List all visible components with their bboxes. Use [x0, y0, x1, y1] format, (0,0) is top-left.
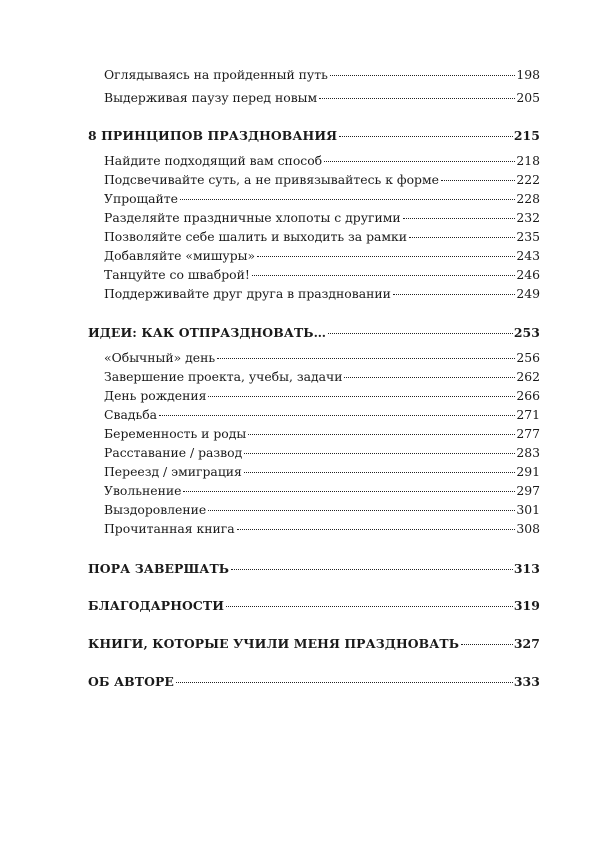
toc-section-title: ИДЕИ: КАК ОТПРАЗДНОВАТЬ…: [88, 325, 327, 340]
toc-entry: [104, 286, 540, 302]
toc-leader-dots: [237, 529, 516, 530]
toc-entry: [104, 407, 540, 423]
toc-leader-dots: [180, 199, 515, 200]
toc-leader-dots: [409, 237, 515, 238]
toc-entry: [104, 445, 540, 461]
toc-leader-dots: [324, 161, 515, 162]
toc-leader-dots: [330, 75, 516, 76]
toc-section-page: 319: [513, 598, 540, 613]
toc-leader-dots: [461, 644, 513, 645]
toc-section-page: 333: [513, 674, 540, 689]
toc-entry-title: Завершение проекта, учебы, задачи: [104, 369, 343, 384]
toc-leader-dots: [226, 606, 513, 607]
toc-entry-page: 297: [516, 483, 540, 498]
toc-section-title: ПОРА ЗАВЕРШАТЬ: [88, 561, 230, 576]
toc-entry: [104, 229, 540, 245]
toc-entry: [104, 267, 540, 283]
toc-section-title: 8 ПРИНЦИПОВ ПРАЗДНОВАНИЯ: [88, 128, 338, 143]
toc-leader-dots: [403, 218, 516, 219]
toc-entry-title: Свадьба: [104, 407, 158, 422]
toc-section-heading: [88, 674, 540, 690]
toc-entry-title: День рождения: [104, 388, 207, 403]
toc-entry-title: Позволяйте себе шалить и выходить за рамки: [104, 229, 408, 244]
toc-entry-title: Переезд / эмиграция: [104, 464, 242, 479]
toc-leader-dots: [217, 358, 515, 359]
toc-entry: [104, 369, 540, 385]
toc-entry-title: Подсвечивайте суть, а не привязывайтесь к форме: [104, 172, 439, 187]
toc-entry-page: 291: [516, 464, 540, 479]
toc-leader-dots: [183, 491, 515, 492]
toc-entry: [104, 426, 540, 442]
toc-entry: [104, 172, 540, 188]
toc-leader-dots: [208, 396, 515, 397]
toc-entry: [104, 350, 540, 366]
toc-entry-title: Добавляйте «мишуры»: [104, 248, 256, 263]
toc-section-title: БЛАГОДАРНОСТИ: [88, 598, 224, 613]
toc-entry: [104, 153, 540, 169]
toc-entry-title: Выздоровление: [104, 502, 207, 517]
toc-leader-dots: [231, 569, 513, 570]
toc-entry-title: Разделяйте праздничные хлопоты с другими: [104, 210, 401, 225]
toc-leader-dots: [244, 472, 515, 473]
toc-entry-page: 232: [516, 210, 540, 225]
toc-entry-title: Поддерживайте друг друга в праздновании: [104, 286, 391, 301]
toc-leader-dots: [257, 256, 515, 257]
toc-entry: [104, 502, 540, 518]
toc-leader-dots: [244, 453, 515, 454]
toc-entry-title: Расставание / развод: [104, 445, 243, 460]
toc-entry-title: «Обычный» день: [104, 350, 216, 365]
toc-entry: [104, 248, 540, 264]
toc-entry-page: 198: [516, 67, 540, 82]
toc-leader-dots: [248, 434, 515, 435]
toc-entry-page: 308: [516, 521, 540, 536]
toc-entry-page: 243: [516, 248, 540, 263]
toc-entry-page: 235: [516, 229, 540, 244]
toc-entry-title: Найдите подходящий вам способ: [104, 153, 323, 168]
toc-entry-title: Оглядываясь на пройденный путь: [104, 67, 328, 82]
toc-leader-dots: [319, 98, 515, 99]
toc-section-page: 215: [513, 128, 540, 143]
toc-entry-title: Беременность и роды: [104, 426, 247, 441]
toc-leader-dots: [344, 377, 515, 378]
toc-entry: [104, 521, 540, 537]
toc-section-title: ОБ АВТОРЕ: [88, 674, 174, 689]
toc-entry-page: 301: [516, 502, 540, 517]
toc-entry: [104, 210, 540, 226]
toc-entry-page: 249: [516, 286, 540, 301]
toc-entry: [104, 90, 540, 106]
toc-entry: [104, 464, 540, 480]
toc-entry: [104, 67, 540, 83]
toc-section-page: 313: [513, 561, 540, 576]
toc-leader-dots: [176, 682, 513, 683]
toc-entry: [104, 483, 540, 499]
toc-entry: [104, 388, 540, 404]
toc-entry-page: 222: [516, 172, 540, 187]
toc-entry-page: 271: [516, 407, 540, 422]
toc-entry-page: 246: [516, 267, 540, 282]
toc-entry-page: 256: [516, 350, 540, 365]
toc-leader-dots: [208, 510, 515, 511]
toc-section-page: 253: [513, 325, 540, 340]
toc-entry-page: 283: [516, 445, 540, 460]
toc-entry-page: 277: [516, 426, 540, 441]
toc-entry-title: Танцуйте со шваброй!: [104, 267, 250, 282]
toc-leader-dots: [328, 333, 513, 334]
toc-section-title: КНИГИ, КОТОРЫЕ УЧИЛИ МЕНЯ ПРАЗДНОВАТЬ: [88, 636, 460, 651]
toc-leader-dots: [393, 294, 515, 295]
toc-entry-page: 266: [516, 388, 540, 403]
toc-entry-title: Увольнение: [104, 483, 182, 498]
toc-section-heading: [88, 128, 540, 144]
toc-leader-dots: [252, 275, 515, 276]
toc-entry-page: 262: [516, 369, 540, 384]
toc-entry: [104, 191, 540, 207]
toc-entry-page: 205: [516, 90, 540, 105]
toc-entry-page: 228: [516, 191, 540, 206]
toc-entry-title: Прочитанная книга: [104, 521, 235, 536]
toc-entry-title: Выдерживая паузу перед новым: [104, 90, 318, 105]
toc-entry-page: 218: [516, 153, 540, 168]
toc-section-heading: [88, 598, 540, 614]
toc-entry-title: Упрощайте: [104, 191, 178, 206]
toc-leader-dots: [339, 136, 513, 137]
toc-section-heading: [88, 561, 540, 577]
toc-leader-dots: [441, 180, 515, 181]
toc-section-heading: [88, 636, 540, 652]
toc-section-heading: [88, 325, 540, 341]
toc-section-page: 327: [513, 636, 540, 651]
toc-leader-dots: [159, 415, 515, 416]
